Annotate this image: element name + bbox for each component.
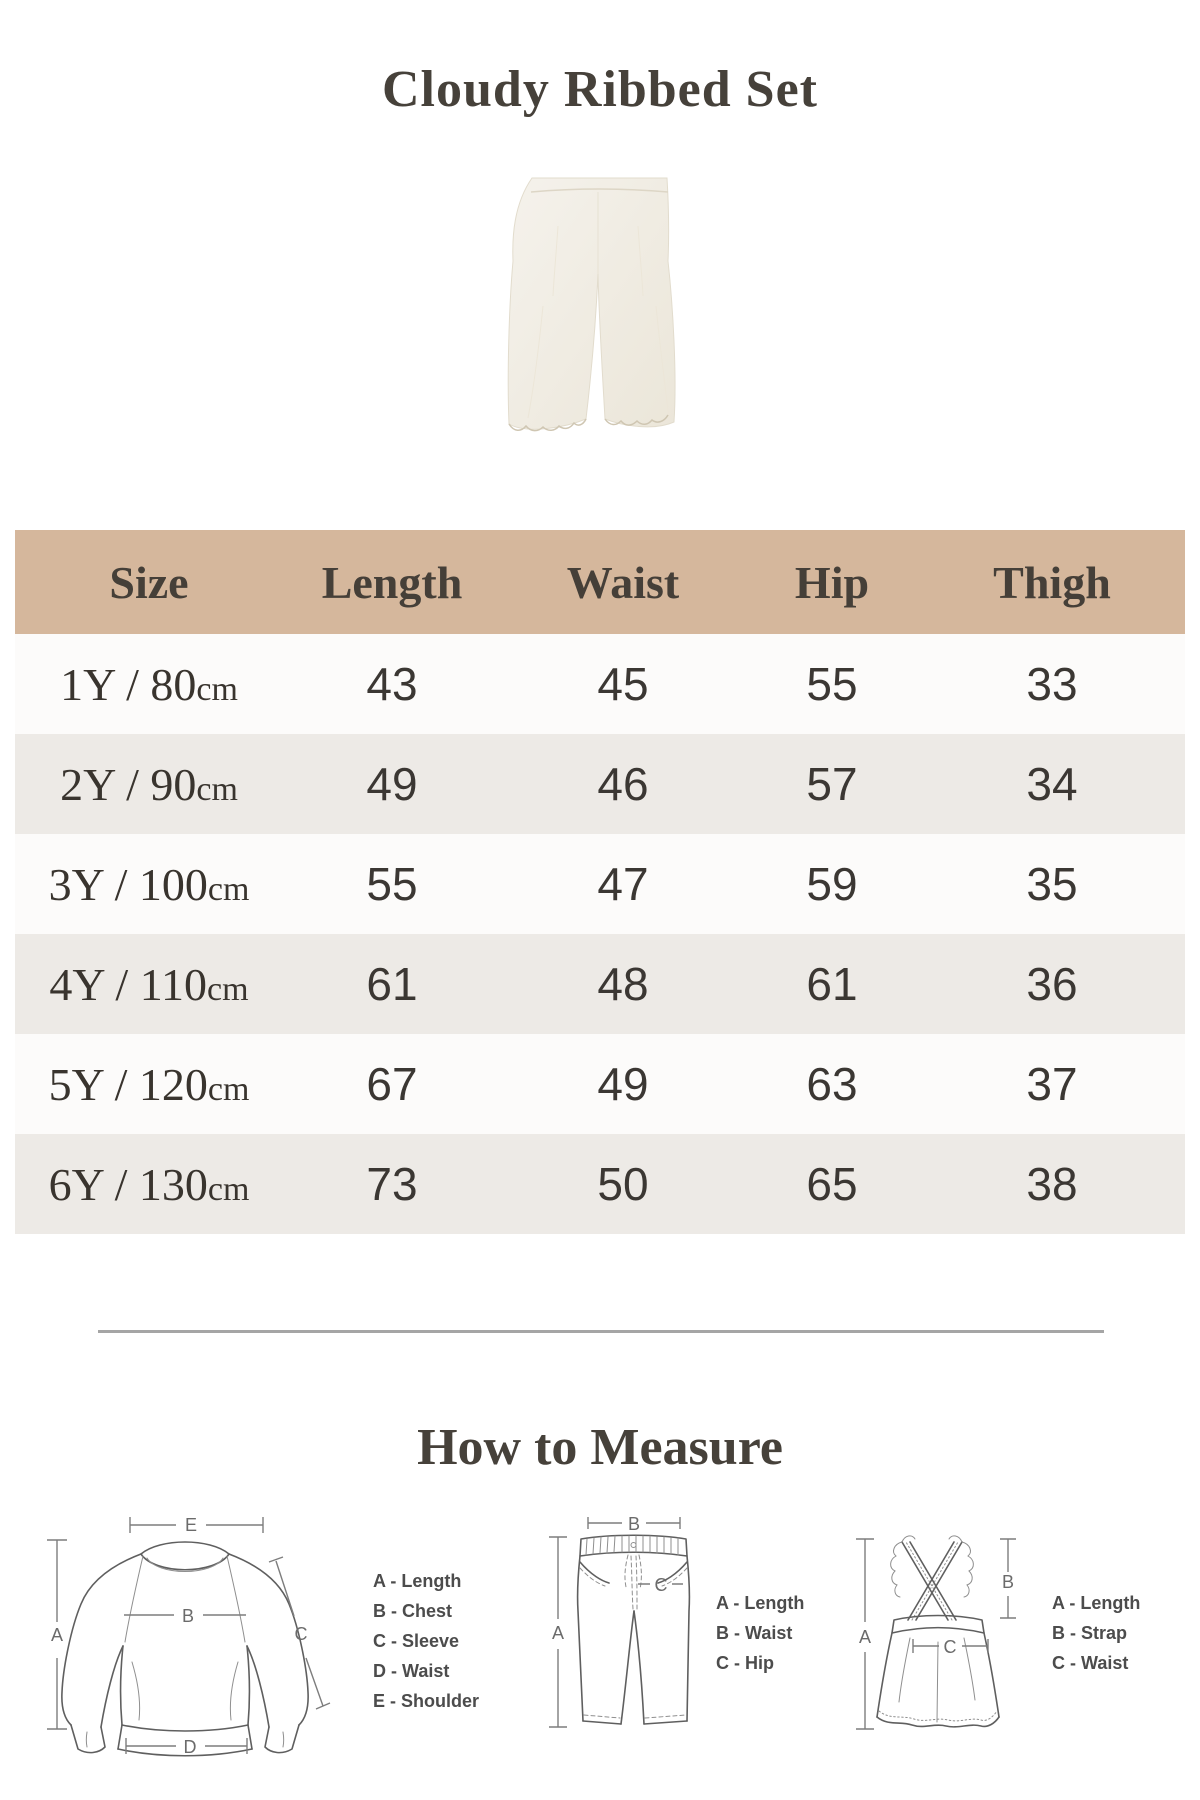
- legend-item: E - Shoulder: [373, 1691, 480, 1711]
- thigh-cell: 36: [1026, 958, 1078, 1010]
- length-cell: 49: [366, 758, 418, 810]
- measure-letter-c: C: [654, 1575, 668, 1595]
- measure-letter-b: B: [627, 1515, 641, 1534]
- thigh-cell: 33: [1026, 658, 1078, 710]
- size-unit: cm: [207, 1070, 250, 1108]
- measure-letter-d: D: [183, 1737, 197, 1757]
- size-cell: 5Y / 120cm: [48, 1058, 250, 1110]
- length-cell: 43: [366, 658, 418, 710]
- measure-letter-b: B: [1001, 1572, 1015, 1592]
- table-row: [15, 1034, 1185, 1134]
- page-title: Cloudy Ribbed Set: [382, 61, 818, 118]
- column-header-length: Length: [283, 530, 501, 634]
- size-unit: cm: [196, 770, 238, 808]
- legend-item: B - Chest: [373, 1601, 453, 1621]
- thigh-cell: 37: [1026, 1058, 1078, 1110]
- measure-letter-c: C: [943, 1637, 957, 1657]
- measure-letter-a: A: [551, 1623, 565, 1643]
- waist-cell: 50: [597, 1158, 649, 1210]
- waist-cell: 46: [597, 758, 649, 810]
- hip-cell: 65: [806, 1158, 858, 1210]
- hip-cell: 59: [806, 858, 858, 910]
- legend-item: D - Waist: [373, 1661, 450, 1681]
- size-cell: 1Y / 80cm: [60, 658, 238, 710]
- hip-cell: 63: [806, 1058, 858, 1110]
- size-cell: 4Y / 110cm: [49, 958, 249, 1010]
- size-unit: cm: [207, 970, 249, 1008]
- legend-item: C - Hip: [716, 1653, 774, 1673]
- waist-cell: 48: [597, 958, 649, 1010]
- legend-item: C - Sleeve: [373, 1631, 460, 1651]
- legend-item: A - Length: [373, 1571, 462, 1591]
- suspender-skirt-diagram-icon: [848, 1532, 1028, 1737]
- measure-letter-c: C: [294, 1624, 308, 1644]
- size-cell: 3Y / 100cm: [48, 858, 250, 910]
- waist-cell: 45: [597, 658, 649, 710]
- legend-item: B - Waist: [716, 1623, 793, 1643]
- measure-section-title: How to Measure: [417, 1419, 783, 1476]
- legend-item: B - Strap: [1052, 1623, 1128, 1643]
- size-unit: cm: [196, 670, 238, 708]
- table-row: [15, 734, 1185, 834]
- pants-diagram-icon: [545, 1515, 705, 1740]
- product-pants-image: [498, 166, 683, 441]
- sweatshirt-diagram-icon: [35, 1512, 345, 1792]
- legend-item: A - Length: [1052, 1593, 1141, 1613]
- column-header-thigh: Thigh: [919, 530, 1185, 634]
- size-cell: 6Y / 130cm: [48, 1158, 250, 1210]
- thigh-cell: 38: [1026, 1158, 1078, 1210]
- legend-item: A - Length: [716, 1593, 805, 1613]
- section-divider: [98, 1330, 1104, 1333]
- measure-letter-b: B: [181, 1606, 195, 1626]
- size-unit: cm: [207, 870, 250, 908]
- column-header-hip: Hip: [745, 530, 919, 634]
- hip-cell: 61: [806, 958, 858, 1010]
- size-unit: cm: [207, 1170, 250, 1208]
- table-row: [15, 634, 1185, 734]
- waist-cell: 47: [597, 858, 649, 910]
- hip-cell: 57: [806, 758, 858, 810]
- hip-cell: 55: [806, 658, 858, 710]
- size-table: [15, 530, 1185, 1234]
- thigh-cell: 35: [1026, 858, 1078, 910]
- waist-cell: 49: [597, 1058, 649, 1110]
- length-cell: 73: [366, 1158, 418, 1210]
- length-cell: 55: [366, 858, 418, 910]
- legend-item: C - Waist: [1052, 1653, 1129, 1673]
- sweatshirt-legend: [373, 1566, 479, 1716]
- table-row: [15, 934, 1185, 1034]
- table-row: [15, 834, 1185, 934]
- column-header-size: Size: [15, 530, 283, 634]
- pants-legend: [716, 1588, 804, 1678]
- length-cell: 67: [366, 1058, 418, 1110]
- measure-letter-e: E: [184, 1515, 198, 1535]
- column-header-waist: Waist: [501, 530, 745, 634]
- measure-letter-a: A: [50, 1625, 64, 1645]
- length-cell: 61: [366, 958, 418, 1010]
- table-row: [15, 1134, 1185, 1234]
- table-header-row: [15, 530, 1185, 634]
- size-cell: 2Y / 90cm: [60, 758, 238, 810]
- measure-letter-a: A: [858, 1627, 872, 1647]
- thigh-cell: 34: [1026, 758, 1078, 810]
- skirt-legend: [1052, 1588, 1140, 1678]
